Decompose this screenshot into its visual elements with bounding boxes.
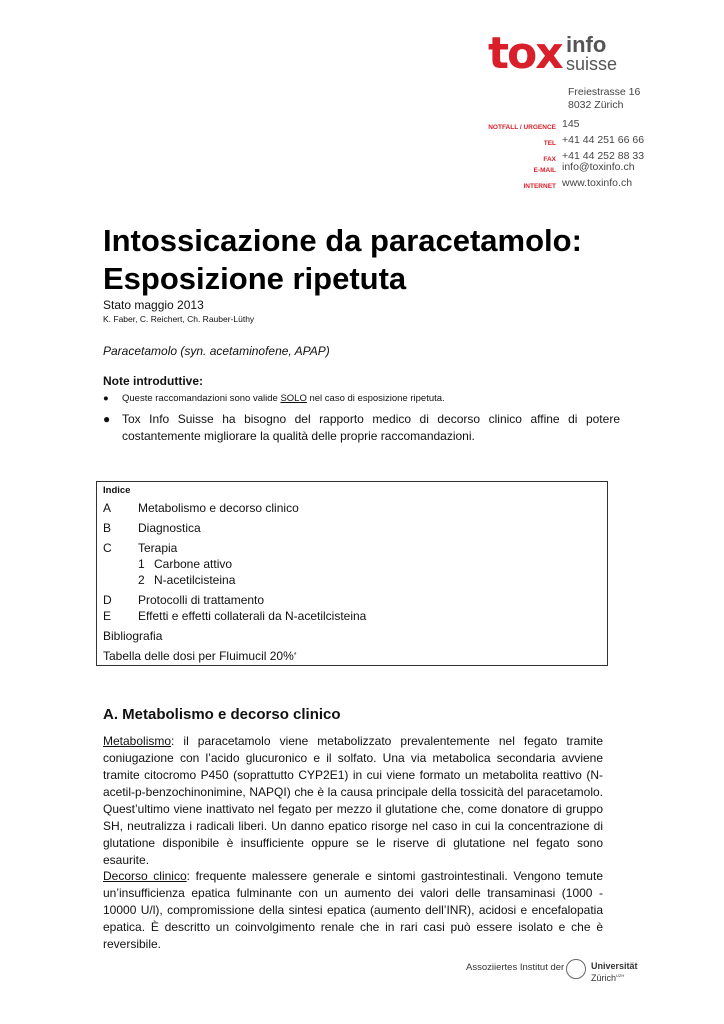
toc-subitem-c1[interactable] <box>103 556 601 572</box>
toc-number: 2 <box>138 573 145 587</box>
contact-row-tel <box>468 134 708 150</box>
note-emphasis: SOLO <box>280 393 307 404</box>
toc-label: Diagnostica <box>138 521 201 535</box>
toc-label: N-acetilcisteina <box>154 573 236 587</box>
title-line-1: Intossicazione da paracetamolo: <box>103 223 582 258</box>
authors: K. Faber, C. Reichert, Ch. Rauber-Lüthy <box>103 314 255 324</box>
paragraph-term: Decorso clinico <box>103 869 187 883</box>
toc-letter: B <box>103 521 112 535</box>
bullet-icon: ● <box>103 412 111 426</box>
contact-row-emergency <box>468 118 708 134</box>
toc-letter: E <box>103 609 112 623</box>
web-block <box>468 161 708 193</box>
toc-item-a[interactable] <box>103 500 601 516</box>
paragraph-text: : frequente malessere generale e sintomi gastrointestinali. Vengono temute un’insufficienza epatica fulminante con un aumento dei valori delle transaminasi (1000 - 10000 U/l), compromissione della sintesi epatica (aumento dell’INR), acidosi e encefalopatia epatica. È descritto un coinvolgimento renale che in rari casi può essere isolato e che è reversibile. <box>103 869 603 951</box>
university-city: Zürich <box>591 973 617 983</box>
university-abbr: UZH <box>616 973 625 978</box>
toc-label: Tabella delle dosi per Fluimucil 20% <box>103 649 294 663</box>
contact-label: FAX <box>543 156 556 163</box>
toc-number: 1 <box>138 557 145 571</box>
toc-label: Protocolli di trattamento <box>138 593 265 607</box>
note-text: Tox Info Suisse ha bisogno del rapporto medico di decorso clinico affine di potere costantemente migliorare la qualità delle proprie raccomandazioni. <box>122 412 620 443</box>
section-a-heading: A. Metabolismo e decorso clinico <box>103 706 341 723</box>
address-street: Freiestrasse 16 <box>568 86 641 98</box>
university-name <box>591 962 638 983</box>
address-block <box>568 86 640 112</box>
contact-value: 145 <box>562 118 580 130</box>
toc-letter: C <box>103 541 112 555</box>
status-date: Stato maggio 2013 <box>103 298 204 312</box>
drug-name: Paracetamolo (syn. acetaminofene, APAP) <box>103 344 330 358</box>
email-link[interactable]: info@toxinfo.ch <box>562 161 635 173</box>
toc-item-d[interactable] <box>103 592 601 608</box>
toc-subitem-c2[interactable] <box>103 572 601 588</box>
paragraph-text: : il paracetamolo viene metabolizzato prevalentemente nel fegato tramite coniugazione con l’acido glucuronico e il solfato. Una via metabolica secondaria avviene tramite citocromo P450 (soprattutto CYP2E1) in cui viene formato un metabolita reattivo (N-acetil-p-benzochinonimine, NAPQI) che è la causa principale della tossicità del paracetamolo. Quest’ultimo viene inattivato nel fegato per mezzo il glutatione che, come donatore di gruppo SH, neutralizza i radicali liberi. Un danno epatico risorge nel caso in cui la concentrazione di glutatione disponibile è insufficiente oppure se le riserve di glutatione nel fegato sono esaurite. <box>103 734 603 867</box>
contact-label: E-MAIL <box>533 167 556 174</box>
toc-item-e[interactable] <box>103 608 601 624</box>
toc-item-dose-table[interactable] <box>103 648 601 664</box>
contact-row-internet <box>468 177 708 193</box>
contact-value: +41 44 252 88 33 <box>562 150 645 162</box>
toc-label: Carbone attivo <box>154 557 233 571</box>
toc-label: Effetti e effetti collaterali da N-acetilcisteina <box>138 609 367 623</box>
metabolism-paragraph <box>103 733 603 869</box>
paragraph-term: Metabolismo <box>103 734 172 748</box>
website-link[interactable]: www.toxinfo.ch <box>562 177 633 189</box>
table-of-contents <box>96 481 608 666</box>
contact-row-email <box>468 161 708 177</box>
notes-list <box>103 392 620 451</box>
toc-footnote-mark: * <box>293 652 297 659</box>
contact-value: +41 44 251 66 66 <box>562 134 645 146</box>
university-line-1: Universität <box>591 961 638 971</box>
title-line-2: Esposizione ripetuta <box>103 261 407 296</box>
page-title <box>103 222 620 298</box>
university-seal-icon <box>566 959 586 979</box>
toc-label: Metabolismo e decorso clinico <box>138 501 299 515</box>
clinical-course-paragraph <box>103 868 603 953</box>
toc-item-c[interactable] <box>103 540 601 556</box>
toc-letter: D <box>103 593 112 607</box>
toc-label: Bibliografia <box>103 629 163 643</box>
address-city: 8032 Zürich <box>568 99 624 111</box>
toc-item-b[interactable] <box>103 520 601 536</box>
logo-suisse: suisse <box>566 54 618 74</box>
footer-associated: Assoziiertes Institut der <box>466 962 565 973</box>
list-item <box>103 411 620 445</box>
toc-letter: A <box>103 501 112 515</box>
logo-tox: tox <box>488 28 562 79</box>
note-text: nel caso di esposizione ripetuta. <box>306 393 445 404</box>
contact-label: INTERNET <box>523 183 556 190</box>
notes-heading: Note introduttive: <box>103 374 203 388</box>
contact-label: TEL <box>543 140 556 147</box>
toc-item-bibliography[interactable] <box>103 628 601 644</box>
contact-label: NOTFALL / URGENCE <box>488 124 556 131</box>
university-line-2 <box>591 971 638 983</box>
bullet-icon: ● <box>103 393 109 404</box>
contact-block <box>468 118 708 166</box>
logo-info: info <box>566 32 607 57</box>
toc-label: Terapia <box>138 541 178 555</box>
toc-heading: Indice <box>103 485 131 496</box>
note-text: Queste raccomandazioni sono valide <box>122 393 281 404</box>
list-item <box>103 392 620 405</box>
